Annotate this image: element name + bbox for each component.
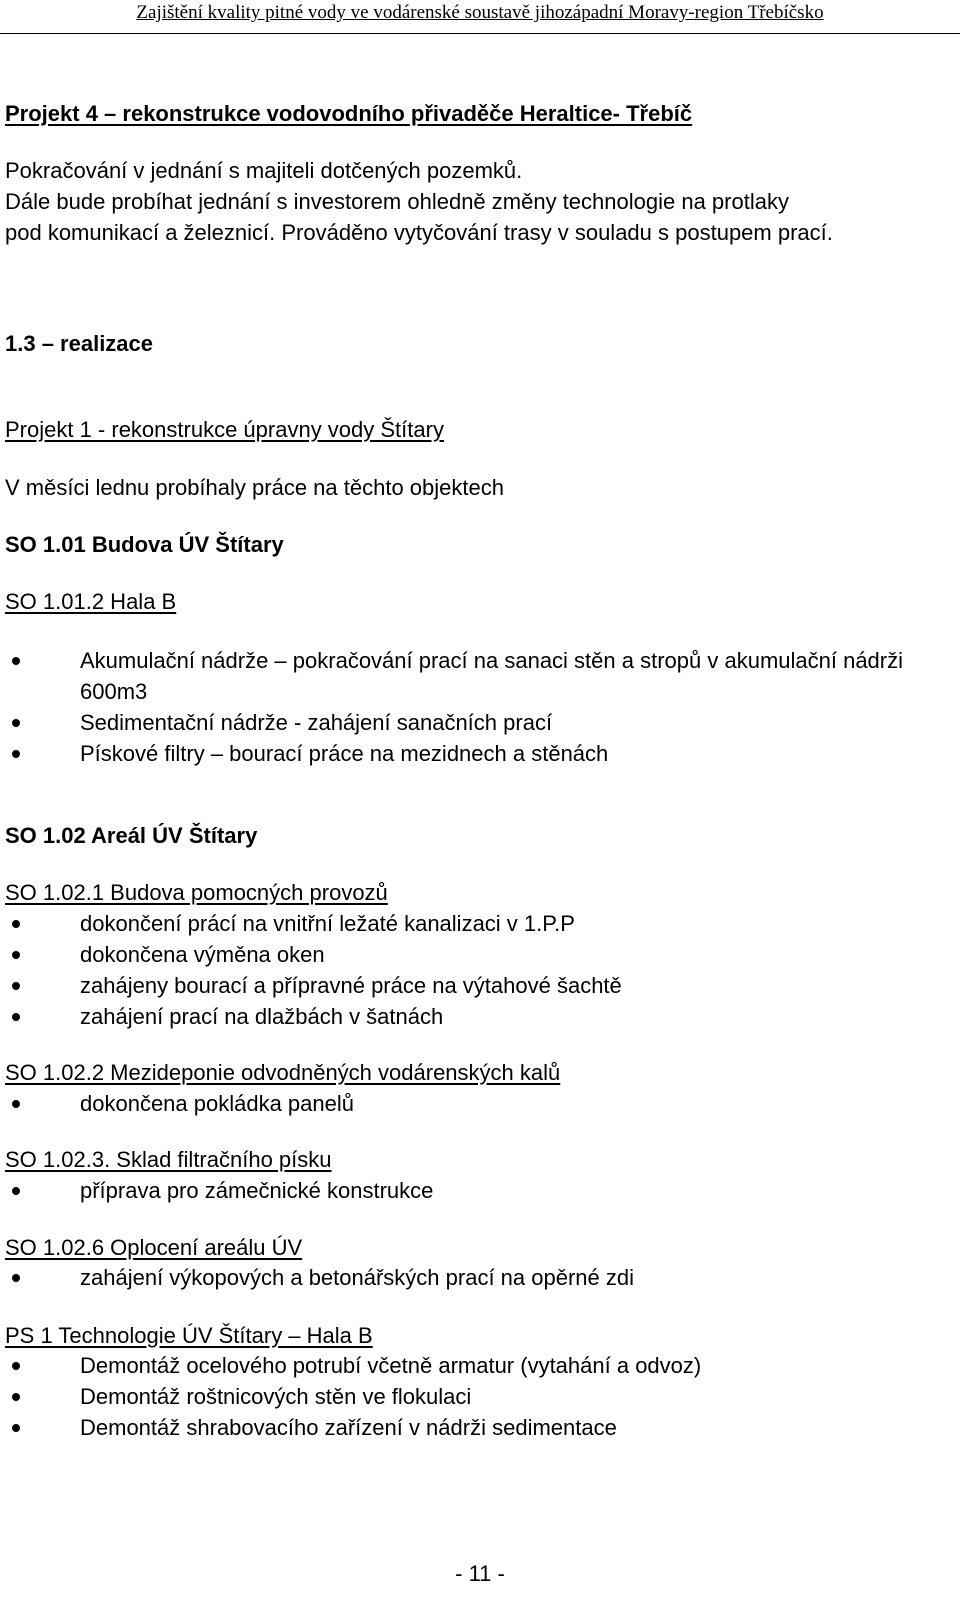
list-item: dokončení prácí na vnitřní ležaté kanalizaci v 1.P.P bbox=[5, 908, 952, 939]
so1023-heading: SO 1.02.3. Sklad filtračního písku bbox=[5, 1147, 332, 1172]
so102-heading: SO 1.02 Areál ÚV Štítary bbox=[5, 823, 258, 848]
so1021-list bbox=[5, 908, 952, 1032]
project1-intro: V měsíci lednu probíhaly práce na těchto objektech bbox=[5, 475, 504, 500]
so1021-heading: SO 1.02.1 Budova pomocných provozů bbox=[5, 880, 388, 905]
so101-heading: SO 1.01 Budova ÚV Štítary bbox=[5, 532, 284, 557]
running-header: Zajištění kvality pitné vody ve vodárenské soustavě jihozápadní Moravy-region Třebíčsko bbox=[136, 2, 824, 23]
list-item: Demontáž shrabovacího zařízení v nádrži sedimentace bbox=[5, 1412, 952, 1443]
so1022-list bbox=[5, 1088, 952, 1119]
list-item: dokončena výměna oken bbox=[5, 939, 952, 970]
list-item: dokončena pokládka panelů bbox=[5, 1088, 952, 1119]
project4-line: pod komunikací a železnicí. Prováděno vytyčování trasy v souladu s postupem prací. bbox=[5, 220, 833, 245]
list-item: zahájení výkopových a betonářských prací na opěrné zdi bbox=[5, 1262, 952, 1293]
list-item: příprava pro zámečnické konstrukce bbox=[5, 1175, 952, 1206]
project4-text bbox=[5, 155, 952, 248]
so1012-heading: SO 1.01.2 Hala B bbox=[5, 589, 177, 614]
so1026-heading: SO 1.02.6 Oplocení areálu ÚV bbox=[5, 1235, 303, 1260]
so1023-list bbox=[5, 1175, 952, 1206]
header-divider bbox=[0, 33, 960, 34]
ps1-heading: PS 1 Technologie ÚV Štítary – Hala B bbox=[5, 1323, 373, 1348]
project1-title: Projekt 1 - rekonstrukce úpravny vody Štítary bbox=[5, 417, 444, 442]
list-item: zahájeny bourací a přípravné práce na výtahové šachtě bbox=[5, 970, 952, 1001]
project4-line: Dále bude probíhat jednání s investorem ohledně změny technologie na protlaky bbox=[5, 189, 789, 214]
list-item: Pískové filtry – bourací práce na mezidnech a stěnách bbox=[5, 738, 952, 769]
project4-title: Projekt 4 – rekonstrukce vodovodního přivaděče Heraltice- Třebíč bbox=[5, 101, 693, 126]
so1026-list bbox=[5, 1262, 952, 1293]
so1012-list bbox=[5, 645, 952, 769]
so1022-heading: SO 1.02.2 Mezideponie odvodněných vodárenských kalů bbox=[5, 1060, 561, 1085]
list-item: zahájení prací na dlažbách v šatnách bbox=[5, 1001, 952, 1032]
ps1-list bbox=[5, 1350, 952, 1443]
page-number: - 11 - bbox=[455, 1561, 505, 1586]
project4-line: Pokračování v jednání s majiteli dotčených pozemků. bbox=[5, 158, 523, 183]
section-heading: 1.3 – realizace bbox=[5, 331, 154, 356]
list-item: Akumulační nádrže – pokračování prací na sanaci stěn a stropů v akumulační nádrži 600m3 bbox=[5, 645, 952, 707]
list-item: Demontáž roštnicových stěn ve flokulaci bbox=[5, 1381, 952, 1412]
list-item: Demontáž ocelového potrubí včetně armatur (vytahání a odvoz) bbox=[5, 1350, 952, 1381]
list-item: Sedimentační nádrže - zahájení sanačních prací bbox=[5, 707, 952, 738]
